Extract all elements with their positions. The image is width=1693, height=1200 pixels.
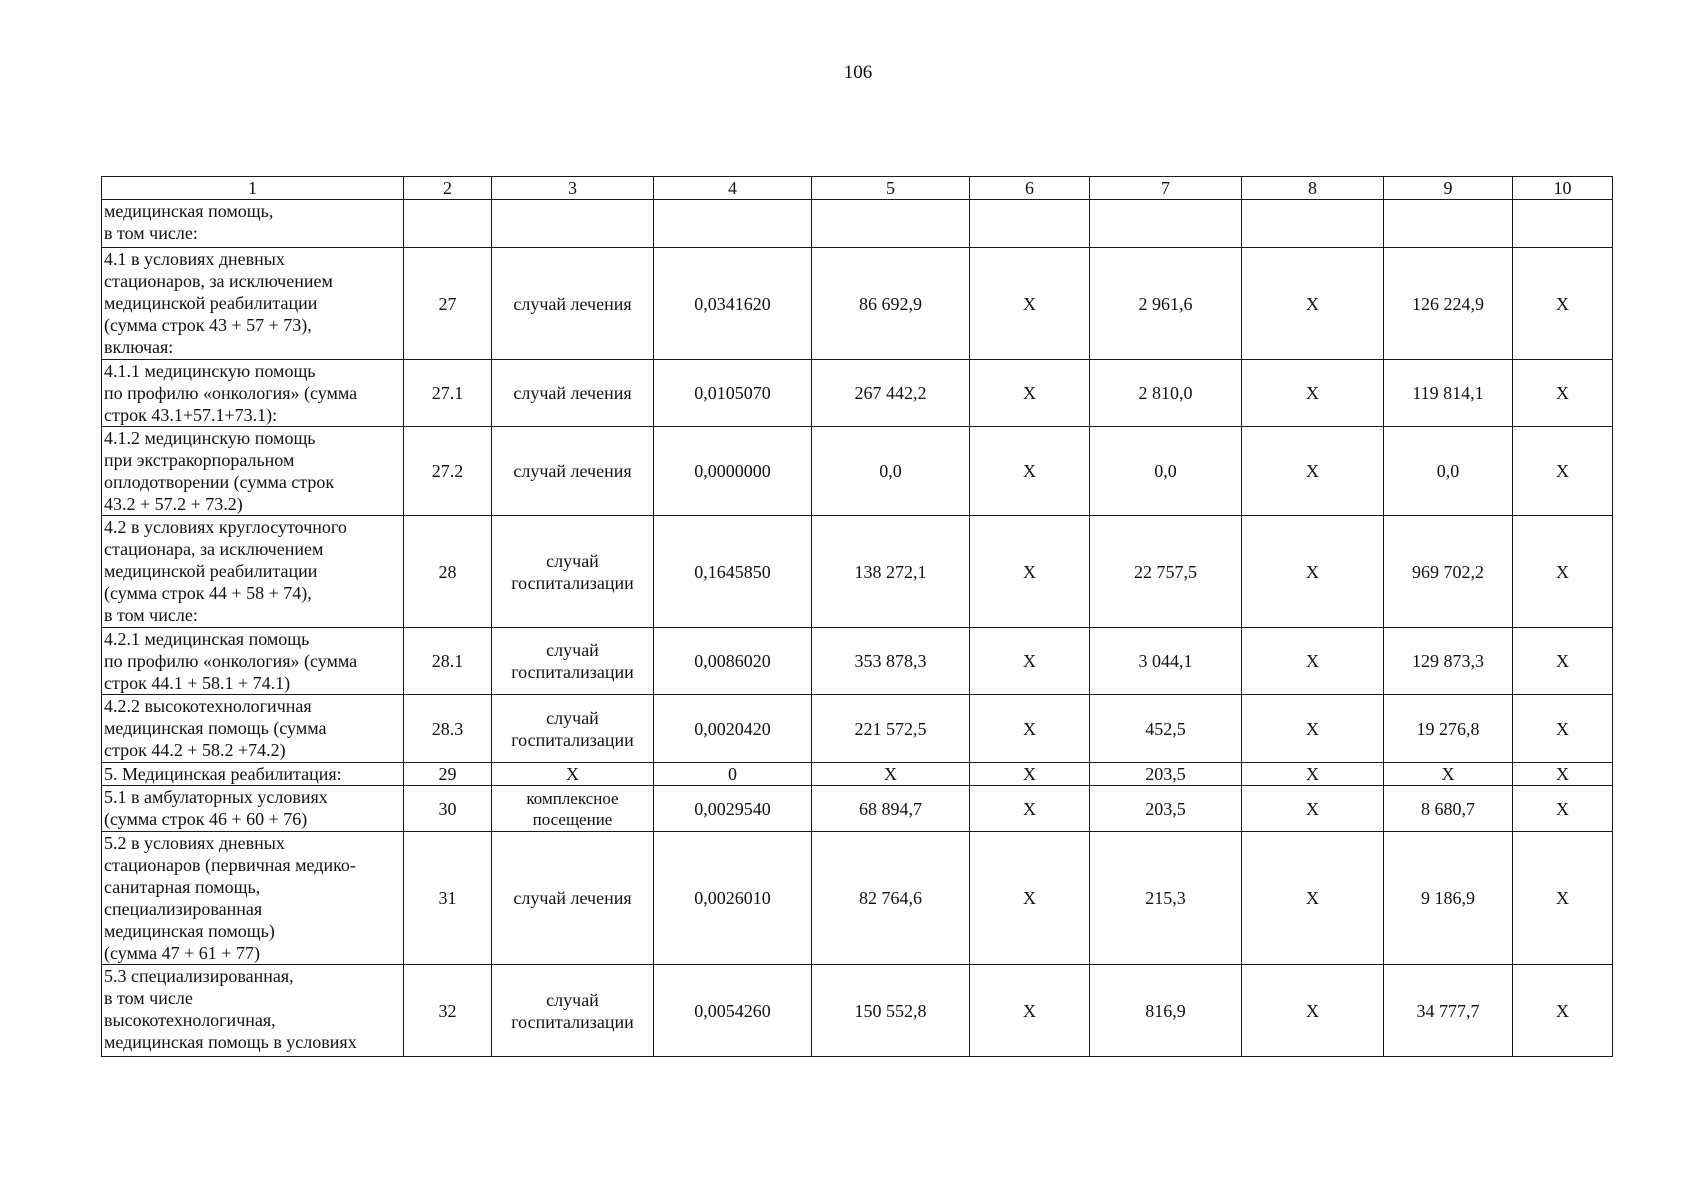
row-col6 <box>970 200 1090 248</box>
row-col7: 2 961,6 <box>1090 248 1242 360</box>
row-col7 <box>1090 200 1242 248</box>
row-unit: случай госпитализации <box>492 516 654 628</box>
table-row <box>102 248 1613 360</box>
table-row <box>102 516 1613 628</box>
row-col8: X <box>1242 360 1384 427</box>
row-norm: 0,0026010 <box>654 832 812 965</box>
row-col10: X <box>1513 763 1613 786</box>
row-unit: случай госпитализации <box>492 695 654 763</box>
header-row <box>102 177 1613 200</box>
row-norm <box>654 200 812 248</box>
row-norm: 0,0029540 <box>654 786 812 832</box>
column-header: 10 <box>1513 177 1613 200</box>
column-header: 2 <box>404 177 492 200</box>
row-col9: 19 276,8 <box>1384 695 1513 763</box>
row-col10: X <box>1513 832 1613 965</box>
row-col7: 203,5 <box>1090 763 1242 786</box>
row-code <box>404 200 492 248</box>
row-col6: X <box>970 832 1090 965</box>
data-table <box>101 176 1613 1057</box>
row-name: 4.1 в условиях дневных стационаров, за исключением медицинской реабилитации (сумма строк 43 + 57 + 73), включая: <box>102 248 404 360</box>
row-col6: X <box>970 248 1090 360</box>
row-unit: случай лечения <box>492 360 654 427</box>
row-unit <box>492 200 654 248</box>
row-col6: X <box>970 360 1090 427</box>
row-col7: 215,3 <box>1090 832 1242 965</box>
column-header: 1 <box>102 177 404 200</box>
row-code: 28 <box>404 516 492 628</box>
row-col8: X <box>1242 763 1384 786</box>
row-unit: комплексное посещение <box>492 786 654 832</box>
column-header: 5 <box>812 177 970 200</box>
row-col6: X <box>970 763 1090 786</box>
row-name: 4.1.2 медицинскую помощь при экстракорпоральном оплодотворении (сумма строк 43.2 + 57.2 + 73.2) <box>102 427 404 516</box>
row-code: 29 <box>404 763 492 786</box>
row-col6: X <box>970 965 1090 1057</box>
table-row <box>102 360 1613 427</box>
row-name: 4.2.2 высокотехнологичная медицинская помощь (сумма строк 44.2 + 58.2 +74.2) <box>102 695 404 763</box>
row-col9: 0,0 <box>1384 427 1513 516</box>
row-unit: случай лечения <box>492 427 654 516</box>
row-norm: 0,0105070 <box>654 360 812 427</box>
row-col8: X <box>1242 516 1384 628</box>
row-code: 27.1 <box>404 360 492 427</box>
row-norm: 0,0086020 <box>654 628 812 695</box>
page-number: 106 <box>843 62 873 83</box>
row-col6: X <box>970 516 1090 628</box>
row-col6: X <box>970 695 1090 763</box>
row-cost <box>812 200 970 248</box>
row-col10: X <box>1513 786 1613 832</box>
row-name: 5.2 в условиях дневных стационаров (первичная медико- санитарная помощь, специализированная медицинская помощь) (сумма 47 + 61 + 77) <box>102 832 404 965</box>
row-name: 5.3 специализированная, в том числе высокотехнологичная, медицинская помощь в условиях <box>102 965 404 1057</box>
row-name: 4.2.1 медицинская помощь по профилю «онкология» (сумма строк 44.1 + 58.1 + 74.1) <box>102 628 404 695</box>
row-col7: 3 044,1 <box>1090 628 1242 695</box>
row-col8: X <box>1242 248 1384 360</box>
row-col9: 9 186,9 <box>1384 832 1513 965</box>
row-name: 5. Медицинская реабилитация: <box>102 763 404 786</box>
column-header: 8 <box>1242 177 1384 200</box>
row-col7: 2 810,0 <box>1090 360 1242 427</box>
row-col7: 203,5 <box>1090 786 1242 832</box>
row-col9 <box>1384 200 1513 248</box>
row-cost: 353 878,3 <box>812 628 970 695</box>
row-code: 27.2 <box>404 427 492 516</box>
row-norm: 0,1645850 <box>654 516 812 628</box>
row-col8 <box>1242 200 1384 248</box>
row-col9: 8 680,7 <box>1384 786 1513 832</box>
row-unit: случай госпитализации <box>492 628 654 695</box>
row-col8: X <box>1242 628 1384 695</box>
row-col6: X <box>970 628 1090 695</box>
row-col10: X <box>1513 427 1613 516</box>
row-col10: X <box>1513 516 1613 628</box>
row-code: 32 <box>404 965 492 1057</box>
column-header: 6 <box>970 177 1090 200</box>
row-code: 31 <box>404 832 492 965</box>
column-header: 3 <box>492 177 654 200</box>
table-row <box>102 427 1613 516</box>
row-col10 <box>1513 200 1613 248</box>
row-col9: 129 873,3 <box>1384 628 1513 695</box>
row-col10: X <box>1513 965 1613 1057</box>
row-col7: 22 757,5 <box>1090 516 1242 628</box>
row-col10: X <box>1513 360 1613 427</box>
row-cost: 82 764,6 <box>812 832 970 965</box>
row-col6: X <box>970 427 1090 516</box>
row-col6: X <box>970 786 1090 832</box>
row-col8: X <box>1242 427 1384 516</box>
table-row <box>102 628 1613 695</box>
table-body <box>102 177 1613 1057</box>
row-name: 4.2 в условиях круглосуточного стационара, за исключением медицинской реабилитации (сумма строк 44 + 58 + 74), в том числе: <box>102 516 404 628</box>
column-header: 4 <box>654 177 812 200</box>
row-cost: 150 552,8 <box>812 965 970 1057</box>
table-row <box>102 763 1613 786</box>
row-norm: 0,0020420 <box>654 695 812 763</box>
row-norm: 0,0341620 <box>654 248 812 360</box>
row-cost: 0,0 <box>812 427 970 516</box>
row-name: 5.1 в амбулаторных условиях (сумма строк 46 + 60 + 76) <box>102 786 404 832</box>
row-unit: X <box>492 763 654 786</box>
row-code: 28.1 <box>404 628 492 695</box>
row-col9: 126 224,9 <box>1384 248 1513 360</box>
row-col9: 34 777,7 <box>1384 965 1513 1057</box>
row-col8: X <box>1242 786 1384 832</box>
row-name: 4.1.1 медицинскую помощь по профилю «онкология» (сумма строк 43.1+57.1+73.1): <box>102 360 404 427</box>
row-norm: 0,0054260 <box>654 965 812 1057</box>
table-row <box>102 695 1613 763</box>
column-header: 9 <box>1384 177 1513 200</box>
table-row <box>102 786 1613 832</box>
row-cost: X <box>812 763 970 786</box>
row-col8: X <box>1242 965 1384 1057</box>
row-col7: 0,0 <box>1090 427 1242 516</box>
column-header: 7 <box>1090 177 1242 200</box>
row-unit: случай госпитализации <box>492 965 654 1057</box>
row-unit: случай лечения <box>492 248 654 360</box>
row-name: медицинская помощь, в том числе: <box>102 200 404 248</box>
row-col7: 816,9 <box>1090 965 1242 1057</box>
row-cost: 138 272,1 <box>812 516 970 628</box>
row-col8: X <box>1242 832 1384 965</box>
row-col10: X <box>1513 628 1613 695</box>
row-col9: X <box>1384 763 1513 786</box>
table-row <box>102 965 1613 1057</box>
row-cost: 267 442,2 <box>812 360 970 427</box>
row-col10: X <box>1513 695 1613 763</box>
row-col8: X <box>1242 695 1384 763</box>
table-row <box>102 200 1613 248</box>
row-norm: 0,0000000 <box>654 427 812 516</box>
row-col10: X <box>1513 248 1613 360</box>
row-cost: 221 572,5 <box>812 695 970 763</box>
row-cost: 68 894,7 <box>812 786 970 832</box>
row-col7: 452,5 <box>1090 695 1242 763</box>
row-col9: 969 702,2 <box>1384 516 1513 628</box>
table-row <box>102 832 1613 965</box>
row-unit: случай лечения <box>492 832 654 965</box>
row-code: 30 <box>404 786 492 832</box>
row-cost: 86 692,9 <box>812 248 970 360</box>
row-col9: 119 814,1 <box>1384 360 1513 427</box>
row-norm: 0 <box>654 763 812 786</box>
row-code: 28.3 <box>404 695 492 763</box>
row-code: 27 <box>404 248 492 360</box>
